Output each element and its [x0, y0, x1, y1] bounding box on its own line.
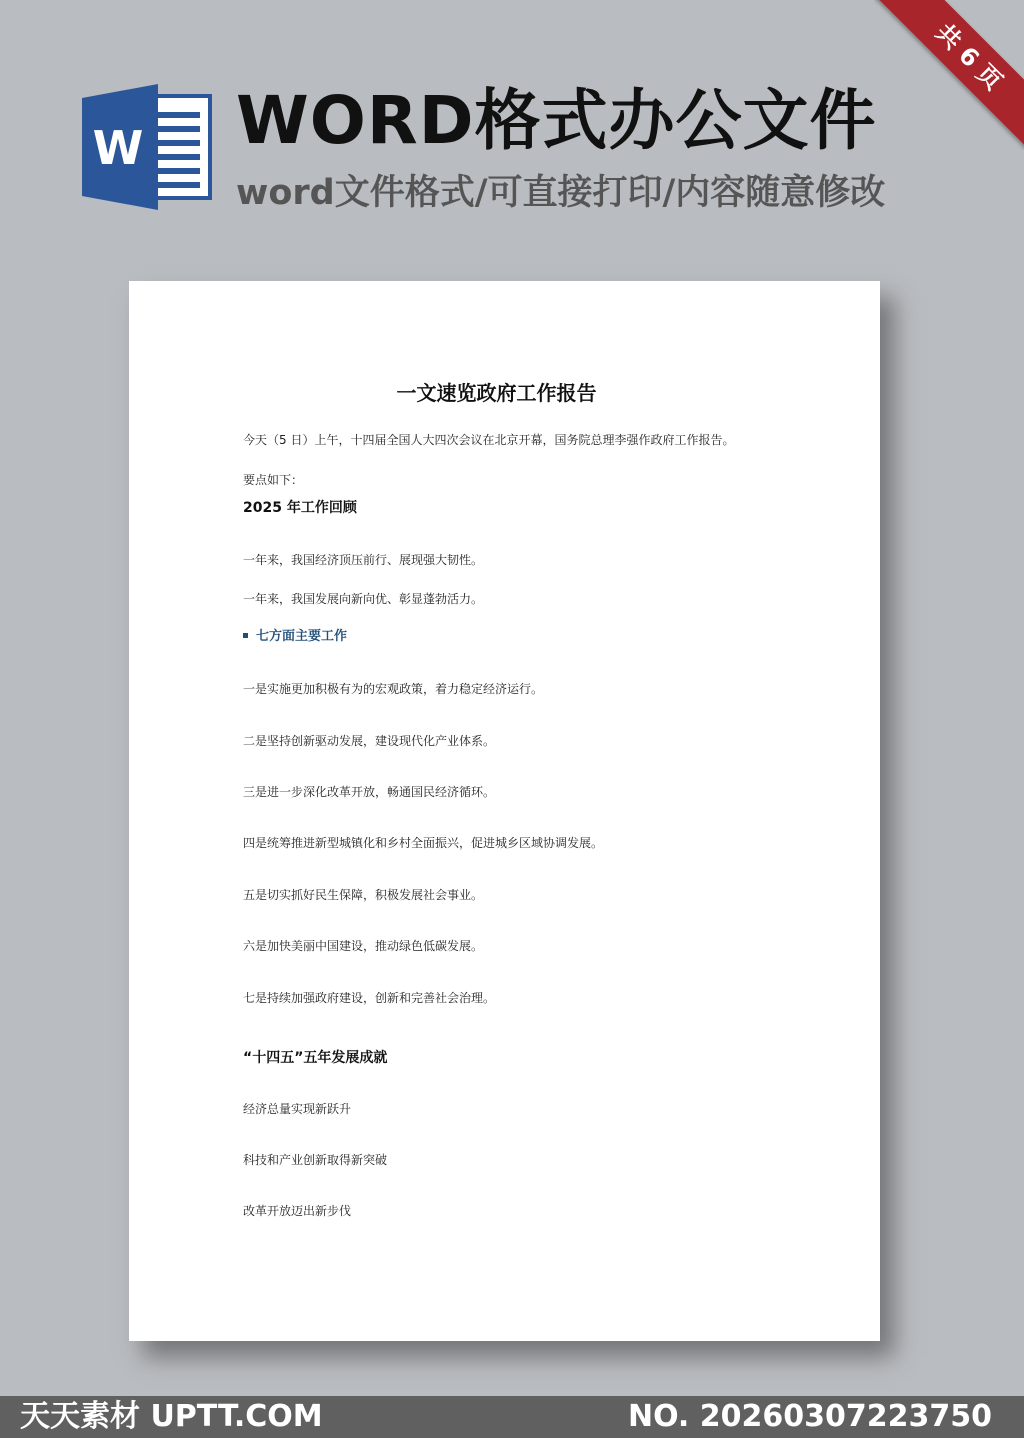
work-item-5: 五是切实抓好民生保障，积极发展社会事业。	[243, 888, 484, 902]
work-item-6: 六是加快美丽中国建设，推动绿色低碳发展。	[243, 939, 484, 953]
document-title: 一文速览政府工作报告	[396, 381, 597, 405]
work-item-3: 三是进一步深化改革开放，畅通国民经济循环。	[243, 785, 496, 799]
page-count-ribbon	[874, 0, 1024, 150]
svg-text:W: W	[92, 121, 144, 175]
document-page	[129, 281, 880, 1341]
points-label: 要点如下：	[243, 473, 304, 487]
review-line-1: 一年来，我国经济顶压前行、展现强大韧性。	[243, 553, 484, 567]
achievement-item-3: 改革开放迈出新步伐	[243, 1204, 352, 1218]
banner-subtitle: word文件格式/可直接打印/内容随意修改	[236, 173, 886, 213]
bullet-square-icon	[243, 633, 248, 638]
work-item-4: 四是统筹推进新型城镇化和乡村全面振兴，促进城乡区域协调发展。	[243, 836, 604, 850]
footer-brand: 天天素材 UPTT.COM	[20, 1399, 323, 1434]
banner-title: WORD格式办公文件	[236, 82, 877, 159]
section-heading-achievements: “十四五”五年发展成就	[243, 1050, 388, 1066]
intro-paragraph: 今天（5 日）上午，十四届全国人大四次会议在北京开幕，国务院总理李强作政府工作报告。	[243, 433, 735, 447]
section-heading-work	[243, 628, 347, 646]
work-item-1: 一是实施更加积极有为的宏观政策，着力稳定经济运行。	[243, 682, 544, 696]
footer-bar	[0, 1396, 1024, 1438]
word-logo-icon	[82, 84, 212, 210]
page-count-label: 共 6 页	[874, 0, 1024, 150]
achievement-item-1: 经济总量实现新跃升	[243, 1102, 352, 1116]
achievement-item-2: 科技和产业创新取得新突破	[243, 1153, 388, 1167]
work-item-7: 七是持续加强政府建设，创新和完善社会治理。	[243, 991, 496, 1005]
footer-number: NO. 20260307223750	[627, 1399, 992, 1434]
review-line-2: 一年来，我国发展向新向优、彰显蓬勃活力。	[243, 592, 484, 606]
section-heading-review: 2025 年工作回顾	[243, 500, 357, 516]
section-heading-work-label: 七方面主要工作	[256, 629, 348, 644]
work-item-2: 二是坚持创新驱动发展，建设现代化产业体系。	[243, 734, 496, 748]
